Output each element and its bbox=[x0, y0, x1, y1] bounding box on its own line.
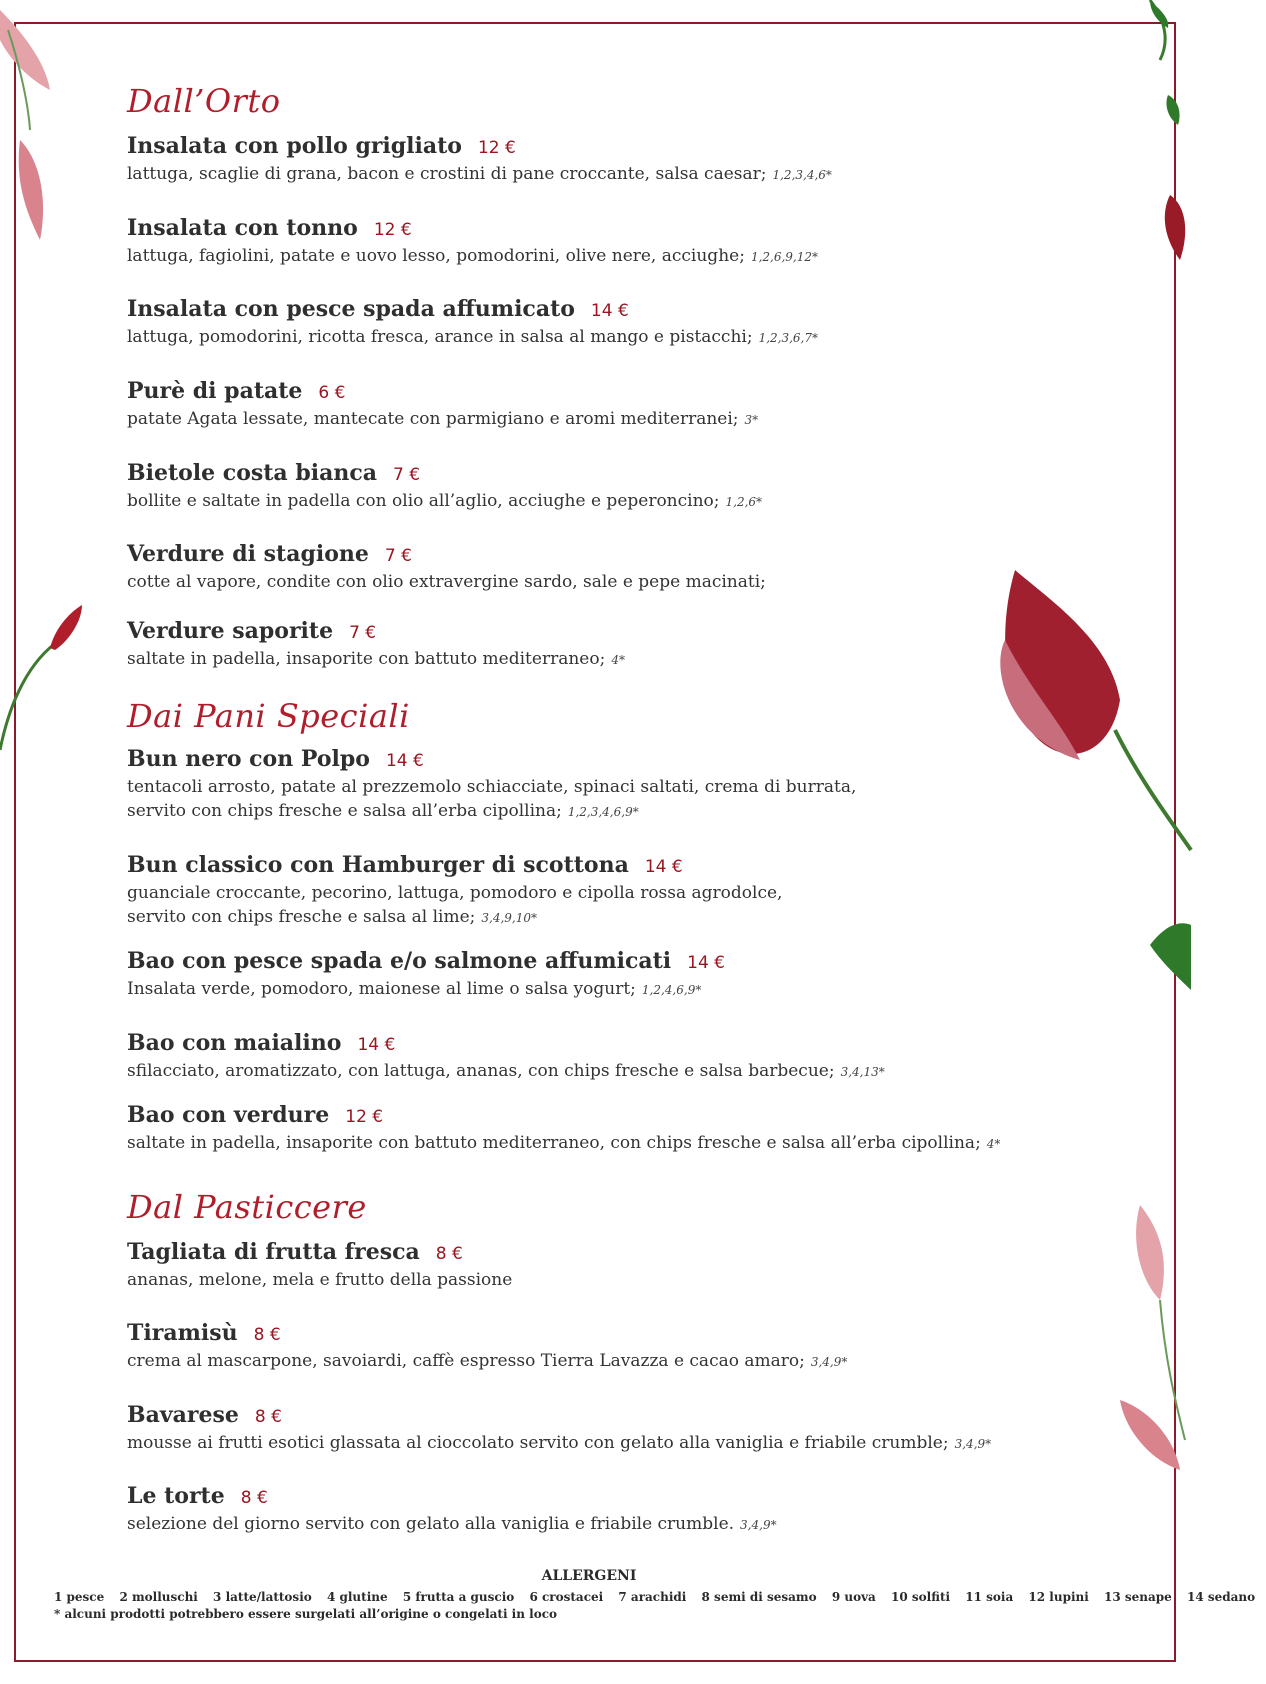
item-description: cotte al vapore, condite con olio extravergine sardo, sale e pepe macinati; bbox=[127, 572, 766, 592]
item-description: saltate in padella, insaporite con battuto mediterraneo; bbox=[127, 649, 606, 669]
menu-item bbox=[127, 851, 1087, 930]
item-price: 7 € bbox=[349, 623, 377, 643]
petal-bottom-right-2 bbox=[1120, 1400, 1180, 1470]
item-price: 7 € bbox=[384, 546, 412, 566]
item-price: 8 € bbox=[435, 1244, 463, 1264]
item-price: 6 € bbox=[318, 383, 346, 403]
item-price: 8 € bbox=[254, 1407, 282, 1427]
item-description: ananas, melone, mela e frutto della passione bbox=[127, 1270, 513, 1290]
item-allergens: 3,4,9* bbox=[954, 1437, 992, 1451]
item-name: Bietole costa bianca bbox=[127, 460, 377, 486]
item-allergens: 3,4,9* bbox=[810, 1355, 848, 1369]
menu-item bbox=[127, 1101, 1087, 1156]
item-price: 12 € bbox=[373, 220, 412, 240]
item-description: patate Agata lessate, mantecate con parmigiano e aromi mediterranei; bbox=[127, 409, 739, 429]
stem-big-right bbox=[1115, 730, 1191, 850]
item-name: Purè di patate bbox=[127, 378, 303, 404]
allergen-item: 5 frutta a guscio bbox=[402, 1590, 515, 1604]
petal-top-left bbox=[0, 10, 50, 90]
item-name: Insalata con pollo grigliato bbox=[127, 133, 462, 159]
item-allergens: 1,2,6* bbox=[725, 495, 763, 509]
item-allergens: 3,4,9,10* bbox=[481, 911, 537, 925]
item-description: Insalata verde, pomodoro, maionese al lime o salsa yogurt; bbox=[127, 979, 636, 999]
item-description: servito con chips fresche e salsa all’erba cipollina; bbox=[127, 801, 562, 821]
item-description: saltate in padella, insaporite con battuto mediterraneo, con chips fresche e salsa all’erba cipollina; bbox=[127, 1133, 981, 1153]
menu-item bbox=[127, 1482, 1087, 1537]
allergens-note: * alcuni prodotti potrebbero essere surgelati all’origine o congelati in loco bbox=[54, 1607, 558, 1621]
item-description: guanciale croccante, pecorino, lattuga, pomodoro e cipolla rossa agrodolce, bbox=[127, 883, 783, 903]
item-name: Bavarese bbox=[127, 1402, 239, 1428]
item-price: 14 € bbox=[687, 953, 725, 973]
item-name: Verdure saporite bbox=[127, 618, 334, 644]
allergen-item: 7 arachidi bbox=[618, 1590, 687, 1604]
section-title-dal-pasticcere: Dal Pasticcere bbox=[127, 1188, 367, 1226]
item-allergens: 3,4,13* bbox=[840, 1065, 885, 1079]
item-allergens: 1,2,3,6,7* bbox=[758, 331, 818, 345]
allergen-item: 6 crostacei bbox=[529, 1590, 604, 1604]
item-description: lattuga, pomodorini, ricotta fresca, arance in salsa al mango e pistacchi; bbox=[127, 327, 753, 347]
allergen-item: 1 pesce bbox=[54, 1590, 105, 1604]
item-price: 14 € bbox=[385, 751, 424, 771]
item-description: servito con chips fresche e salsa al lime; bbox=[127, 907, 476, 927]
item-description: bollite e saltate in padella con olio all’aglio, acciughe e peperoncino; bbox=[127, 491, 720, 511]
item-allergens: 3* bbox=[744, 413, 759, 427]
item-name: Le torte bbox=[127, 1483, 225, 1509]
section-title-dall-orto: Dall’Orto bbox=[127, 82, 281, 120]
allergen-item: 12 lupini bbox=[1028, 1590, 1089, 1604]
allergen-item: 2 molluschi bbox=[119, 1590, 198, 1604]
item-price: 7 € bbox=[392, 465, 421, 485]
allergen-item: 3 latte/lattosio bbox=[213, 1590, 312, 1604]
allergen-item: 10 solfiti bbox=[891, 1590, 951, 1604]
allergen-item: 4 glutine bbox=[326, 1590, 388, 1604]
item-description: lattuga, scaglie di grana, bacon e crostini di pane croccante, salsa caesar; bbox=[127, 164, 767, 184]
menu-item bbox=[127, 1319, 1087, 1374]
petal-left bbox=[19, 140, 43, 240]
section-title-dai-pani-speciali: Dai Pani Speciali bbox=[127, 697, 410, 735]
stem-mid-left bbox=[0, 640, 60, 750]
allergen-item: 11 soia bbox=[965, 1590, 1014, 1604]
item-price: 12 € bbox=[345, 1107, 384, 1127]
leaf-right-small bbox=[1166, 95, 1179, 125]
item-price: 14 € bbox=[644, 857, 683, 877]
item-name: Insalata con pesce spada affumicato bbox=[127, 296, 575, 322]
menu-item bbox=[127, 377, 1087, 432]
item-allergens: 1,2,6,9,12* bbox=[750, 250, 819, 264]
item-name: Bao con verdure bbox=[127, 1102, 330, 1128]
menu-item bbox=[127, 295, 1087, 350]
menu-item bbox=[127, 540, 1087, 594]
allergen-item: 8 semi di sesamo bbox=[701, 1590, 817, 1604]
item-price: 12 € bbox=[477, 138, 516, 158]
item-name: Tagliata di frutta fresca bbox=[127, 1239, 420, 1265]
item-price: 14 € bbox=[357, 1035, 396, 1055]
allergen-item: 13 senape bbox=[1104, 1590, 1172, 1604]
item-price: 14 € bbox=[590, 301, 629, 321]
item-description: tentacoli arrosto, patate al prezzemolo schiacciate, spinaci saltati, crema di burrata, bbox=[127, 777, 857, 797]
item-allergens: 1,2,3,4,6* bbox=[772, 168, 832, 182]
item-description: sfilacciato, aromatizzato, con lattuga, ananas, con chips fresche e salsa barbecue; bbox=[127, 1061, 835, 1081]
item-description: crema al mascarpone, savoiardi, caffè espresso Tierra Lavazza e cacao amaro; bbox=[127, 1351, 805, 1371]
petal-bottom-right-1 bbox=[1136, 1205, 1164, 1300]
allergens-legend bbox=[54, 1568, 1256, 1621]
item-name: Insalata con tonno bbox=[127, 215, 358, 241]
stem-bottom-right bbox=[1160, 1300, 1185, 1440]
allergen-item: 14 sedano bbox=[1187, 1590, 1256, 1604]
menu-item bbox=[127, 1238, 1087, 1292]
menu-item bbox=[127, 617, 1087, 672]
item-allergens: 3,4,9* bbox=[740, 1518, 777, 1532]
item-name: Bun nero con Polpo bbox=[127, 746, 370, 772]
bud-mid-left bbox=[50, 605, 82, 650]
leaf-right bbox=[1150, 923, 1191, 990]
item-name: Bao con pesce spada e/o salmone affumicati bbox=[127, 948, 672, 974]
item-price: 8 € bbox=[240, 1488, 268, 1508]
item-price: 8 € bbox=[253, 1325, 281, 1345]
allergen-item: 9 uova bbox=[831, 1590, 876, 1604]
item-name: Verdure di stagione bbox=[127, 541, 369, 567]
menu-item bbox=[127, 1029, 1087, 1084]
menu-item bbox=[127, 132, 1087, 187]
menu-item bbox=[127, 1401, 1087, 1456]
item-name: Tiramisù bbox=[127, 1320, 238, 1346]
item-description: selezione del giorno servito con gelato alla vaniglia e friabile crumble. bbox=[127, 1514, 735, 1534]
item-allergens: 1,2,3,4,6,9* bbox=[567, 805, 639, 819]
menu-item bbox=[127, 745, 1087, 824]
menu-item bbox=[127, 214, 1087, 269]
item-name: Bao con maialino bbox=[127, 1030, 342, 1056]
allergens-list bbox=[54, 1590, 1256, 1604]
item-allergens: 1,2,4,6,9* bbox=[641, 983, 702, 997]
menu-item bbox=[127, 459, 1087, 514]
item-name: Bun classico con Hamburger di scottona bbox=[127, 852, 629, 878]
menu-item bbox=[127, 947, 1087, 1002]
allergens-title: ALLERGENI bbox=[541, 1568, 637, 1584]
leaf-top-right bbox=[1150, 0, 1168, 28]
item-allergens: 4* bbox=[611, 653, 625, 667]
item-description: mousse ai frutti esotici glassata al cioccolato servito con gelato alla vaniglia e friabile crumble; bbox=[127, 1433, 949, 1453]
bud-top-right bbox=[1165, 195, 1185, 260]
item-allergens: 4* bbox=[986, 1137, 1001, 1151]
item-description: lattuga, fagiolini, patate e uovo lesso, pomodorini, olive nere, acciughe; bbox=[127, 246, 745, 266]
